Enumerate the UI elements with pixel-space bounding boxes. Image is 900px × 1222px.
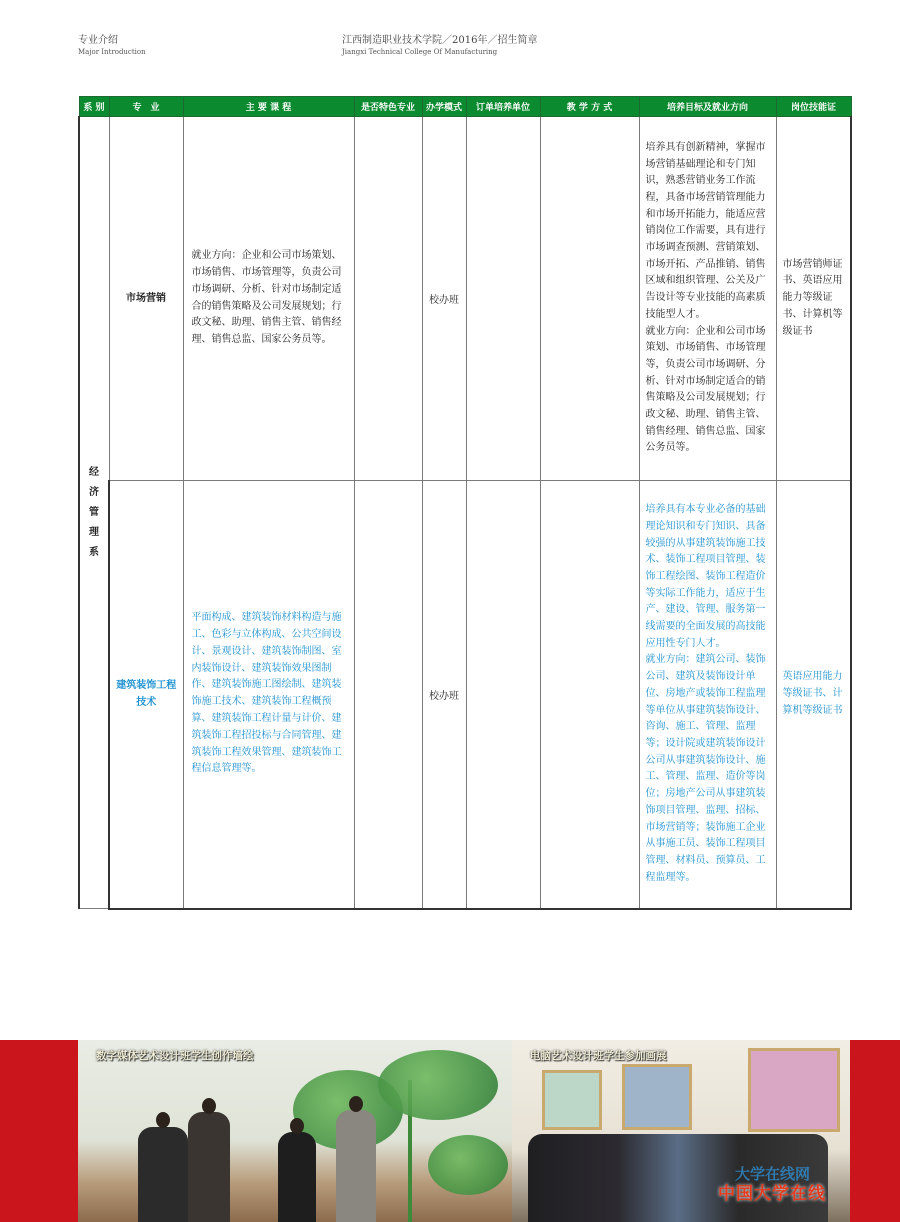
col-header-goals: 培养目标及就业方向	[639, 97, 776, 117]
major-name: 建筑装饰工程技术	[109, 481, 183, 909]
col-header-order-unit: 订单培养单位	[466, 97, 540, 117]
col-header-featured: 是否特色专业	[354, 97, 422, 117]
department-name	[80, 463, 108, 563]
photo-band	[0, 1040, 900, 1222]
certs-cell: 英语应用能力等级证书、计算机等级证书	[776, 481, 851, 909]
goals-text: 培养具有本专业必备的基础理论知识和专门知识、具备较强的从事建筑装饰施工技术、装饰工程项目管理、装饰工程绘图、装饰工程造价等实际工作能力，适应于生产、建设、管理、服务第一线需要的全面发展的高技能应用性专门人才。	[645, 504, 766, 649]
department-char: 系	[89, 546, 99, 558]
section-header	[78, 34, 146, 57]
college-title-cn: 江西制造职业技术学院／2016年／招生简章	[342, 35, 538, 46]
col-header-courses: 主 要 课 程	[183, 97, 354, 117]
person-figure	[188, 1112, 230, 1222]
col-header-mode: 办学模式	[422, 97, 466, 117]
department-cell	[79, 117, 109, 909]
photo-exhibition	[512, 1040, 850, 1222]
goals-text: 培养具有创新精神，掌握市场营销基础理论和专门知识，熟悉营销业务工作流程，具备市场营销管理能力和市场开拓能力，能适应营销岗位工作需要，具有进行市场调查预测、营销策划、市场开拓、产品推销、销售区域和组织管理、公关及广告设计等专业技能的高素质技能型人才。	[645, 141, 766, 320]
table-header-row	[79, 97, 851, 117]
goals-cell	[639, 481, 776, 909]
featured-cell	[354, 481, 422, 909]
table-row	[79, 117, 851, 481]
goals-cell	[639, 117, 776, 481]
person-head	[290, 1118, 304, 1134]
person-head	[349, 1096, 363, 1112]
watermark-logo: 大学在线网	[734, 1165, 810, 1183]
col-header-certs: 岗位技能证	[776, 97, 851, 117]
department-char: 济	[89, 486, 99, 498]
person-head	[202, 1098, 216, 1114]
teaching-cell	[540, 117, 639, 481]
section-title-en: Major Introduction	[78, 48, 146, 56]
courses-cell: 就业方向：企业和公司市场策划、市场销售、市场管理等，负责公司市场调研、分析、针对市场制定适合的销售策略及公司发展规划；行政文秘、助理、销售主管、销售经理、销售总监、国家公务员等。	[183, 117, 354, 481]
teaching-cell	[540, 481, 639, 909]
order-unit-cell	[466, 481, 540, 909]
department-char: 理	[89, 526, 99, 538]
courses-cell: 平面构成、建筑装饰材料构造与施工、色彩与立体构成、公共空间设计、景观设计、建筑装饰制图、室内装饰设计、建筑装饰效果图制作、建筑装饰施工图绘制、建筑装饰施工技术、建筑装饰工程概预算、建筑装饰工程计量与计价、建筑装饰工程招投标与合同管理、建筑装饰工程效果管理、建筑装饰工程信息管理等。	[183, 481, 354, 909]
mode-cell: 校办班	[422, 481, 466, 909]
college-title-en: Jiangxi Technical College Of Manufacturing	[342, 48, 498, 56]
painting-frame	[622, 1064, 692, 1130]
person-figure	[138, 1127, 188, 1222]
watermark-text: 中国大学在线	[718, 1184, 826, 1204]
person-figure	[336, 1110, 376, 1222]
goals-career-text: 就业方向：企业和公司市场策划、市场销售、市场管理等，负责公司市场调研、分析、针对市场制定适合的销售策略及公司发展规划；行政文秘、助理、销售主管、销售经理、销售总监、国家公务员等。	[645, 325, 766, 454]
painting-frame	[748, 1048, 840, 1132]
table-row	[79, 481, 851, 909]
photo-caption: 电脑艺术设计班学生参加画展	[530, 1050, 667, 1062]
person-head	[156, 1112, 170, 1128]
major-table	[78, 96, 852, 910]
featured-cell	[354, 117, 422, 481]
department-char: 经	[89, 466, 99, 478]
department-char: 管	[89, 506, 99, 518]
col-header-teaching: 教 学 方 式	[540, 97, 639, 117]
section-title-cn: 专业介绍	[78, 35, 118, 46]
order-unit-cell	[466, 117, 540, 481]
mode-cell: 校办班	[422, 117, 466, 481]
mural-leaf	[378, 1050, 498, 1120]
certs-cell: 市场营销师证书、英语应用能力等级证书、计算机等级证书	[776, 117, 851, 481]
college-header	[342, 34, 537, 57]
goals-career-text: 就业方向：建筑公司、装饰公司、建筑及装饰设计单位、房地产或装饰工程监理等单位从事建筑装饰设计、咨询、施工、管理、监理等；设计院或建筑装饰设计公司从事建筑装饰设计、施工、管理、监理、造价等岗位；房地产公司从事建筑装饰项目管理、监理、招标、市场营销等；装饰施工企业从事施工员、装饰工程项目管理、材料员、预算员、工程监理等。	[645, 654, 766, 883]
mural-leaf	[428, 1135, 508, 1195]
photo-caption: 数字媒体艺术设计班学生创作墙绘	[96, 1050, 254, 1062]
col-header-major: 专 业	[109, 97, 183, 117]
major-name: 市场营销	[109, 117, 183, 481]
col-header-dept: 系 别	[79, 97, 109, 117]
person-figure	[278, 1132, 316, 1222]
painting-frame	[542, 1070, 602, 1130]
photo-mural	[78, 1040, 512, 1222]
